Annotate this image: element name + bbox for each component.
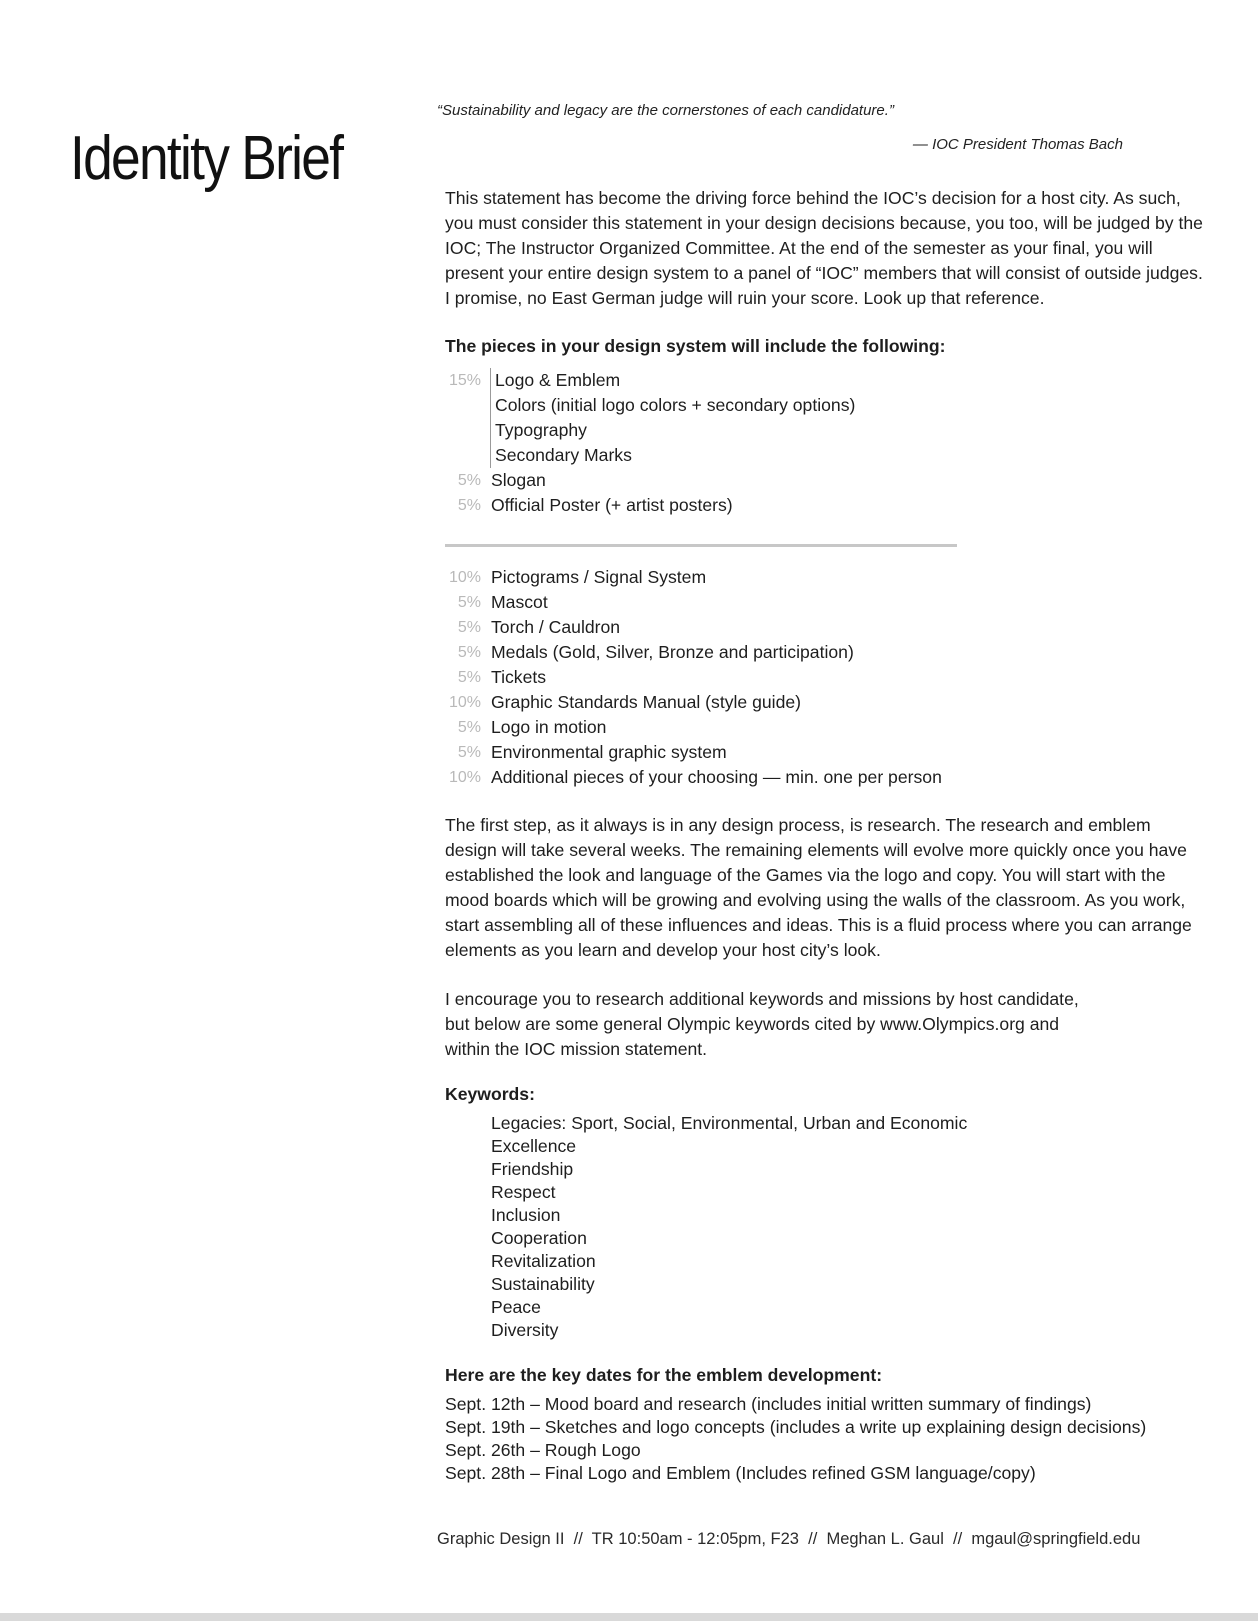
piece-percent: 10% [448,569,481,586]
keyword-item: Respect [491,1182,556,1202]
keyword-item: Revitalization [491,1251,596,1271]
piece-percent: 5% [457,719,481,736]
pieces-list-primary [445,368,1205,518]
piece-label: Typography [490,418,587,443]
keyword-item: Inclusion [491,1205,561,1225]
piece-percent: 10% [448,694,481,711]
piece-label: Additional pieces of your choosing — min. one per person [491,767,942,787]
piece-percent: 5% [457,472,481,489]
piece-item [445,418,1205,443]
course-footer: Graphic Design II // TR 10:50am - 12:05pm, F23 // Meghan L. Gaul // mgaul@springfield.edu [437,1530,1141,1548]
piece-label: Logo & Emblem [490,368,620,393]
piece-label: Secondary Marks [490,443,632,468]
key-date-item: Sept. 26th – Rough Logo [445,1440,641,1460]
keywords-intro-line: within the IOC mission statement. [445,1039,708,1059]
piece-label: Environmental graphic system [491,742,727,762]
piece-percent: 15% [448,372,481,389]
key-dates-heading: Here are the key dates for the emblem development: [445,1365,883,1385]
keyword-item: Sustainability [491,1274,595,1294]
key-date-item: Sept. 12th – Mood board and research (includes initial written summary of findings) [445,1394,1092,1414]
keywords-list [445,1112,1205,1342]
quote-attribution: — IOC President Thomas Bach [912,136,1123,153]
piece-item [445,590,1205,615]
piece-label: Colors (initial logo colors + secondary options) [490,393,855,418]
pieces-list-secondary [445,565,1205,790]
piece-percent: 5% [457,619,481,636]
keyword-item: Cooperation [491,1228,587,1248]
piece-label: Medals (Gold, Silver, Bronze and participation) [491,642,854,662]
key-date-item: Sept. 19th – Sketches and logo concepts (includes a write up explaining design decisions) [445,1417,1147,1437]
keywords-intro-line: but below are some general Olympic keywords cited by www.Olympics.org and [445,1014,1060,1034]
piece-item [445,565,1205,590]
piece-item [445,690,1205,715]
piece-percent: 10% [448,769,481,786]
section-divider [445,544,957,547]
piece-label: Pictograms / Signal System [491,567,707,587]
piece-item [445,615,1205,640]
piece-item [445,715,1205,740]
piece-item [445,740,1205,765]
quote: “Sustainability and legacy are the cornerstones of each candidature.” [437,102,894,119]
keyword-item: Friendship [491,1159,574,1179]
page-bottom-edge [0,1613,1258,1621]
brief-content [445,186,1205,1485]
keyword-item: Diversity [491,1320,559,1340]
keyword-item: Legacies: Sport, Social, Environmental, Urban and Economic [491,1113,968,1133]
keywords-intro-line: I encourage you to research additional keywords and missions by host candidate, [445,989,1079,1009]
piece-percent: 5% [457,497,481,514]
key-dates-list [445,1393,1205,1485]
piece-label: Torch / Cauldron [491,617,621,637]
piece-label: Official Poster (+ artist posters) [491,495,733,515]
piece-label: Mascot [491,592,548,612]
key-date-item: Sept. 28th – Final Logo and Emblem (Includes refined GSM language/copy) [445,1463,1036,1483]
keywords-intro-paragraph [445,987,1205,1062]
piece-percent: 5% [457,669,481,686]
piece-label: Logo in motion [491,717,607,737]
keyword-item: Excellence [491,1136,577,1156]
piece-item [445,368,1205,393]
piece-item [445,468,1205,493]
research-paragraph: The first step, as it always is in any design process, is research. The research and emblem design will take several weeks. The remaining elements will evolve more quickly once you have established the look and language of the Games via the logo and copy. You will start with the mood boards which will be growing and evolving using the walls of the classroom. As you work, start assembling all of these influences and ideas. This is a fluid process where you can arrange elements as you learn and develop your host city’s look. [445,815,1192,960]
piece-percent: 5% [457,594,481,611]
piece-item [445,443,1205,468]
piece-item [445,765,1205,790]
piece-label: Tickets [491,667,547,687]
piece-label: Slogan [491,470,546,490]
keywords-heading: Keywords: [445,1084,535,1104]
piece-item [445,393,1205,418]
pieces-heading: The pieces in your design system will include the following: [445,336,946,356]
piece-item [445,640,1205,665]
piece-percent: 5% [457,644,481,661]
piece-percent: 5% [457,744,481,761]
piece-label: Graphic Standards Manual (style guide) [491,692,802,712]
keyword-item: Peace [491,1297,541,1317]
page-title: Identity Brief [70,124,343,193]
piece-item [445,665,1205,690]
piece-item [445,493,1205,518]
intro-paragraph: This statement has become the driving force behind the IOC’s decision for a host city. As such, you must consider this statement in your design decisions because, you too, will be judged by the IOC; The Instructor Organized Committee. At the end of the semester as your final, you will present your entire design system to a panel of “IOC” members that will consist of outside judges. I promise, no East German judge will ruin your score. Look up that reference. [445,188,1203,308]
